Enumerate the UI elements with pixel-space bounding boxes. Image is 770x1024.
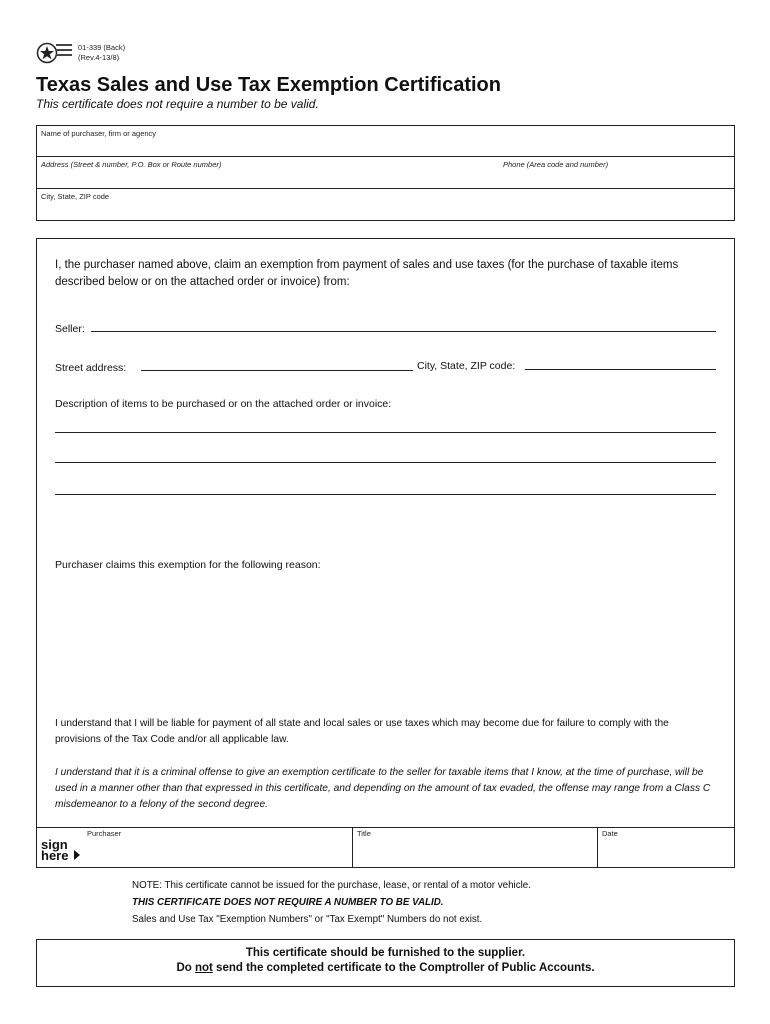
seller-label: Seller: (55, 323, 85, 335)
description-line[interactable] (55, 432, 716, 433)
certification-box (36, 238, 735, 868)
description-line[interactable] (55, 494, 716, 495)
notice-suffix: send the completed certificate to the Comptroller of Public Accounts. (212, 962, 595, 974)
phone-label: Phone (Area code and number) (503, 160, 609, 169)
offense-text: I understand that it is a criminal offense to give an exemption certificate to the seller for taxable items that I know, at the time of purchase, will be used in a manner other than that expressed in this certificate, and depending on the amount of tax evaded, the offense may range from a Class C misdemeanor to a felony of the second degree. (55, 767, 711, 810)
liability-text: I understand that I will be liable for payment of all state and local sales or use taxes which may become due for failure to comply with the provisions of the Tax Code and/or all applicable law. (55, 718, 669, 745)
purchaser-signature-label: Purchaser (87, 829, 122, 838)
city-zip-label: City, State, ZIP code: (417, 360, 516, 372)
motor-vehicle-note: NOTE: This certificate cannot be issued for the purchase, lease, or rental of a motor vehicle. (132, 880, 531, 891)
address-label: Address (Street & number, P.O. Box or Route number) (41, 160, 222, 169)
description-label: Description of items to be purchased or on the attached order or invoice: (55, 398, 392, 410)
city-label: City, State, ZIP code (41, 192, 110, 201)
divider (499, 156, 500, 157)
arrow-right-icon (74, 850, 80, 860)
page-title: Texas Sales and Use Tax Exemption Certification (36, 74, 501, 96)
form-number: 01-339 (Back) (78, 43, 126, 52)
notice-not: not (194, 962, 213, 974)
claim-text: I, the purchaser named above, claim an exemption from payment of sales and use taxes (for the purchase of taxable items described below or on the attached order or invoice) from: (55, 259, 679, 288)
texas-seal-icon (36, 42, 58, 64)
title-label: Title (357, 829, 371, 838)
supplier-notice-box (36, 939, 735, 987)
revision-date: (Rev.4-13/8) (78, 53, 120, 62)
divider (37, 827, 734, 828)
divider (597, 827, 598, 867)
street-address-line[interactable] (141, 370, 413, 371)
divider (352, 827, 353, 867)
supplier-notice-line1: This certificate should be furnished to the supplier. (245, 947, 526, 959)
street-address-label: Street address: (55, 362, 127, 374)
form-number-block (78, 43, 125, 63)
description-line[interactable] (55, 462, 716, 463)
reason-label: Purchaser claims this exemption for the following reason: (55, 559, 321, 571)
seal-text-lines (56, 44, 72, 59)
supplier-notice-line2 (37, 962, 734, 974)
divider (37, 188, 734, 189)
date-label: Date (602, 829, 618, 838)
sign-here-line2: here (41, 848, 69, 863)
divider (37, 156, 734, 157)
page-subtitle: This certificate does not require a number to be valid. (36, 97, 319, 111)
exempt-numbers-note: Sales and Use Tax "Exemption Numbers" or "Tax Exempt" Numbers do not exist. (132, 914, 483, 925)
sign-here-line1: sign (41, 837, 68, 852)
purchaser-name-label: Name of purchaser, firm or agency (41, 129, 157, 138)
notice-prefix: Do (176, 962, 195, 974)
no-number-note: THIS CERTIFICATE DOES NOT REQUIRE A NUMBER TO BE VALID. (132, 897, 444, 908)
sign-here-icon (41, 839, 68, 861)
city-zip-line[interactable] (525, 369, 716, 370)
purchaser-info-box (36, 125, 735, 221)
seller-line[interactable] (91, 331, 716, 332)
